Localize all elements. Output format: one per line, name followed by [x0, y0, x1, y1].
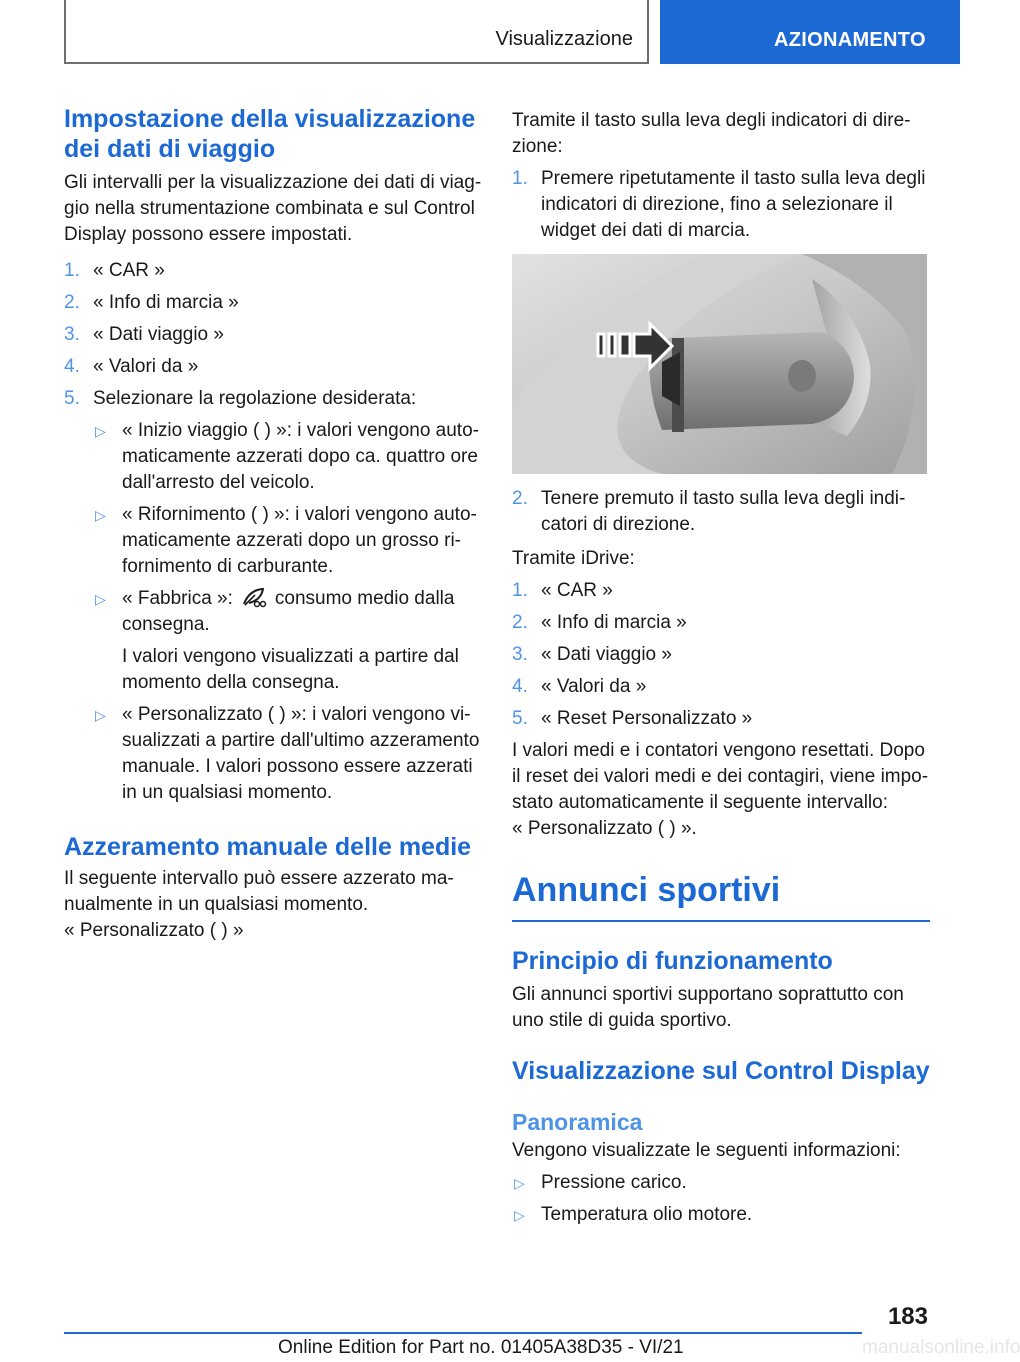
- triangle-right-icon: ▷: [95, 591, 106, 607]
- step-number: 5.: [512, 708, 528, 729]
- section-divider: [512, 920, 930, 922]
- overview-items: [512, 1170, 930, 1228]
- list-item: [93, 418, 482, 496]
- trip-settings-steps: [64, 258, 482, 412]
- text-trip-settings: Gli intervalli per la visualizzazione dei dati di viaggio nella strumentazione combinata e sul Control Display possono essere impostati.: [64, 172, 482, 245]
- option-subtext: I valori vengono visualizzati a partire dal momento della consegna.: [122, 646, 459, 693]
- list-item: [64, 386, 482, 412]
- idrive-steps: [512, 578, 930, 732]
- triangle-right-icon: ▷: [514, 1207, 525, 1223]
- step-number: 2.: [512, 612, 528, 633]
- header-chapter-tab: [660, 0, 960, 64]
- text-manual-reset: Il seguente intervallo può essere azzerato manualmente in un qualsiasi momento.: [64, 868, 454, 915]
- step-number: 5.: [64, 388, 80, 409]
- list-item: [93, 586, 482, 696]
- list-item: [512, 1170, 930, 1196]
- heading-principle: Principio di funzionamento: [512, 947, 833, 975]
- step-number: 4.: [512, 676, 528, 697]
- heading-control-display: Visualizzazione sul Control Display: [512, 1057, 930, 1085]
- footer-edition: Online Edition for Part no. 01405A38D35 - VI/21: [278, 1337, 684, 1358]
- overview-item-text: Pressione carico.: [541, 1172, 687, 1193]
- step-text: « Info di marcia »: [541, 612, 687, 633]
- triangle-right-icon: ▷: [95, 423, 106, 439]
- list-item: [93, 502, 482, 580]
- option-text-a: « Fabbrica »:: [122, 588, 233, 609]
- turn-signal-lever-photo: [512, 254, 927, 474]
- turn-signal-lever-illustration: [512, 254, 927, 474]
- text-reset-result-value: « Personalizzato ( ) ».: [512, 818, 697, 839]
- list-item: [64, 290, 482, 316]
- footer-watermark: manualsonline.info: [862, 1337, 1020, 1358]
- step-number: 2.: [64, 292, 80, 313]
- footer-divider: [64, 1332, 862, 1334]
- triangle-right-icon: ▷: [95, 507, 106, 523]
- text-overview: Vengono visualizzate le seguenti informazioni:: [512, 1140, 901, 1161]
- step-text: Selezionare la regolazione desiderata:: [93, 388, 417, 409]
- option-text: « Inizio viaggio ( ) »: i valori vengono automaticamente azzerati dopo ca. quattro ore dall'arresto del veicolo.: [122, 420, 479, 493]
- step-text: « Valori da »: [541, 676, 647, 697]
- list-item: [512, 166, 930, 244]
- header-section-box: [64, 0, 649, 64]
- list-item: [93, 702, 482, 806]
- overview-item-text: Temperatura olio motore.: [541, 1204, 753, 1225]
- eco-consumption-icon: [241, 586, 267, 608]
- left-column: [64, 104, 482, 944]
- option-text: « Personalizzato ( ) »: i valori vengono visualizzati a partire dall'ultimo azzeramento manuale. I valori possono essere azzerati in un qualsiasi momento.: [122, 704, 480, 803]
- text-manual-reset-value: « Personalizzato ( ) »: [64, 920, 244, 941]
- step-text: Premere ripetutamente il tasto sulla leva degli indicatori di direzione, fino a selezionare il widget dei dati di marcia.: [541, 168, 926, 241]
- list-item: [512, 674, 930, 700]
- list-item: [512, 610, 930, 636]
- heading-sport-displays: Annunci sportivi: [512, 871, 781, 909]
- step-number: 3.: [512, 644, 528, 665]
- list-item: [64, 322, 482, 348]
- step-text: Tenere premuto il tasto sulla leva degli indicatori di direzione.: [541, 488, 906, 535]
- list-item: [512, 486, 930, 538]
- text-lever-intro: Tramite il tasto sulla leva degli indicatori di direzione:: [512, 110, 911, 157]
- text-idrive-intro: Tramite iDrive:: [512, 548, 635, 569]
- option-text-b: consumo medio dalla consegna.: [122, 588, 455, 635]
- list-item: [512, 642, 930, 668]
- list-item: [64, 354, 482, 380]
- list-item: [512, 706, 930, 732]
- list-item: [512, 1202, 930, 1228]
- step-text: « Dati viaggio »: [93, 324, 224, 345]
- step-number: 2.: [512, 488, 528, 509]
- heading-overview: Panoramica: [512, 1109, 643, 1135]
- heading-trip-settings: Impostazione della visualizzazione dei dati di viaggio: [64, 105, 476, 163]
- header-chapter-title: AZIONAMENTO: [774, 29, 926, 51]
- text-reset-result: I valori medi e i contatori vengono resettati. Dopo il reset dei valori medi e dei contagiri, viene impostato automaticamente il seguente intervallo:: [512, 740, 929, 813]
- triangle-right-icon: ▷: [514, 1175, 525, 1191]
- heading-manual-reset: Azzeramento manuale delle medie: [64, 833, 472, 861]
- step-text: « CAR »: [93, 260, 165, 281]
- header-section-title: Visualizzazione: [495, 28, 633, 50]
- step-text: « Info di marcia »: [93, 292, 239, 313]
- step-text: « CAR »: [541, 580, 613, 601]
- step-text: « Valori da »: [93, 356, 199, 377]
- lever-steps-1: [512, 166, 930, 244]
- page-number: 183: [887, 1303, 928, 1330]
- triangle-right-icon: ▷: [95, 707, 106, 723]
- trip-settings-options: [64, 418, 482, 806]
- right-column: [512, 108, 930, 1228]
- step-number: 3.: [64, 324, 80, 345]
- text-principle: Gli annunci sportivi supportano soprattutto con uno stile di guida sportivo.: [512, 984, 904, 1031]
- step-text: « Reset Personalizzato »: [541, 708, 753, 729]
- step-number: 1.: [64, 260, 80, 281]
- step-number: 1.: [512, 168, 528, 189]
- step-text: « Dati viaggio »: [541, 644, 672, 665]
- step-number: 4.: [64, 356, 80, 377]
- option-text: « Rifornimento ( ) »: i valori vengono automaticamente azzerati dopo un grosso rifornimento di carburante.: [122, 504, 477, 577]
- list-item: [512, 578, 930, 604]
- lever-steps-2: [512, 486, 930, 538]
- step-number: 1.: [512, 580, 528, 601]
- list-item: [64, 258, 482, 284]
